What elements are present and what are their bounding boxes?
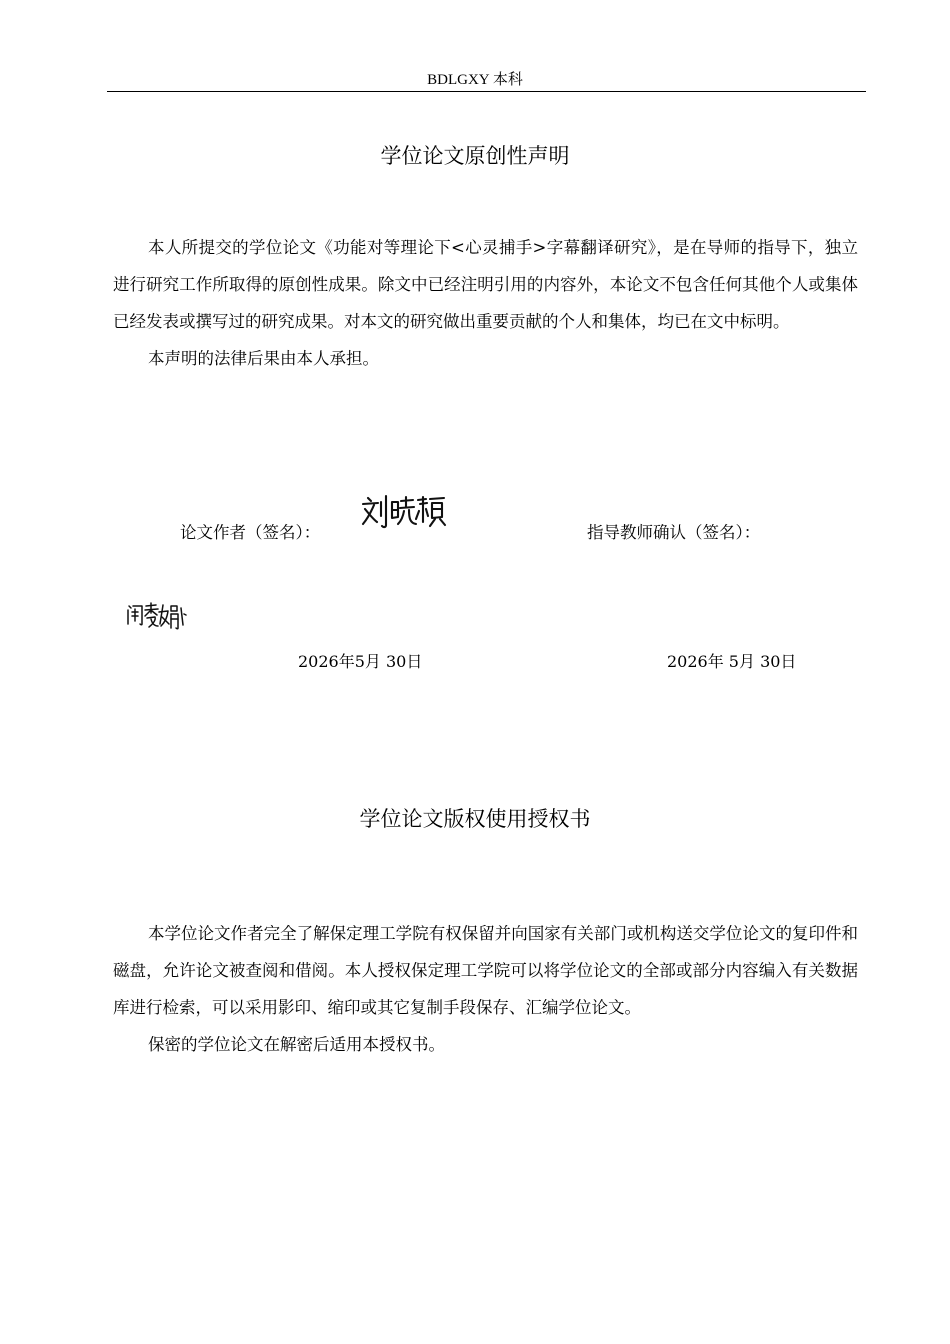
declaration-paragraph-1: 本人所提交的学位论文《功能对等理论下<心灵捕手>字幕翻译研究》，是在导师的指导下，独立进行研究工作所取得的原创性成果。除文中已经注明引用的内容外，本论文不包含任何其他个人或集体已经发表或撰写过的研究成果。对本文的研究做出重要贡献的个人和集体，均已在文中标明。	[113, 238, 858, 331]
authorization-body	[113, 915, 858, 1063]
authorization-paragraph-2: 保密的学位论文在解密后适用本授权书。	[148, 1035, 445, 1054]
header-rule	[107, 91, 866, 92]
declaration-body	[113, 229, 858, 377]
declaration-paragraph-2: 本声明的法律后果由本人承担。	[148, 349, 379, 368]
advisor-date: 2026年 5月 30日	[667, 652, 797, 671]
author-date: 2026年5月 30日	[298, 652, 423, 671]
advisor-signature-image	[125, 600, 187, 632]
page-header: BDLGXY 本科	[427, 72, 523, 88]
authorization-paragraph-1: 本学位论文作者完全了解保定理工学院有权保留并向国家有关部门或机构送交学位论文的复印件和磁盘，允许论文被查阅和借阅。本人授权保定理工学院可以将学位论文的全部或部分内容编入有关数据库进行检索，可以采用影印、缩印或其它复制手段保存、汇编学位论文。	[113, 924, 858, 1017]
author-signature-image	[360, 492, 446, 532]
advisor-signature-label: 指导教师确认（签名）：	[587, 523, 761, 542]
authorization-title: 学位论文版权使用授权书	[359, 807, 591, 831]
declaration-title: 学位论文原创性声明	[380, 144, 570, 168]
author-signature-label: 论文作者（签名）：	[180, 523, 321, 542]
